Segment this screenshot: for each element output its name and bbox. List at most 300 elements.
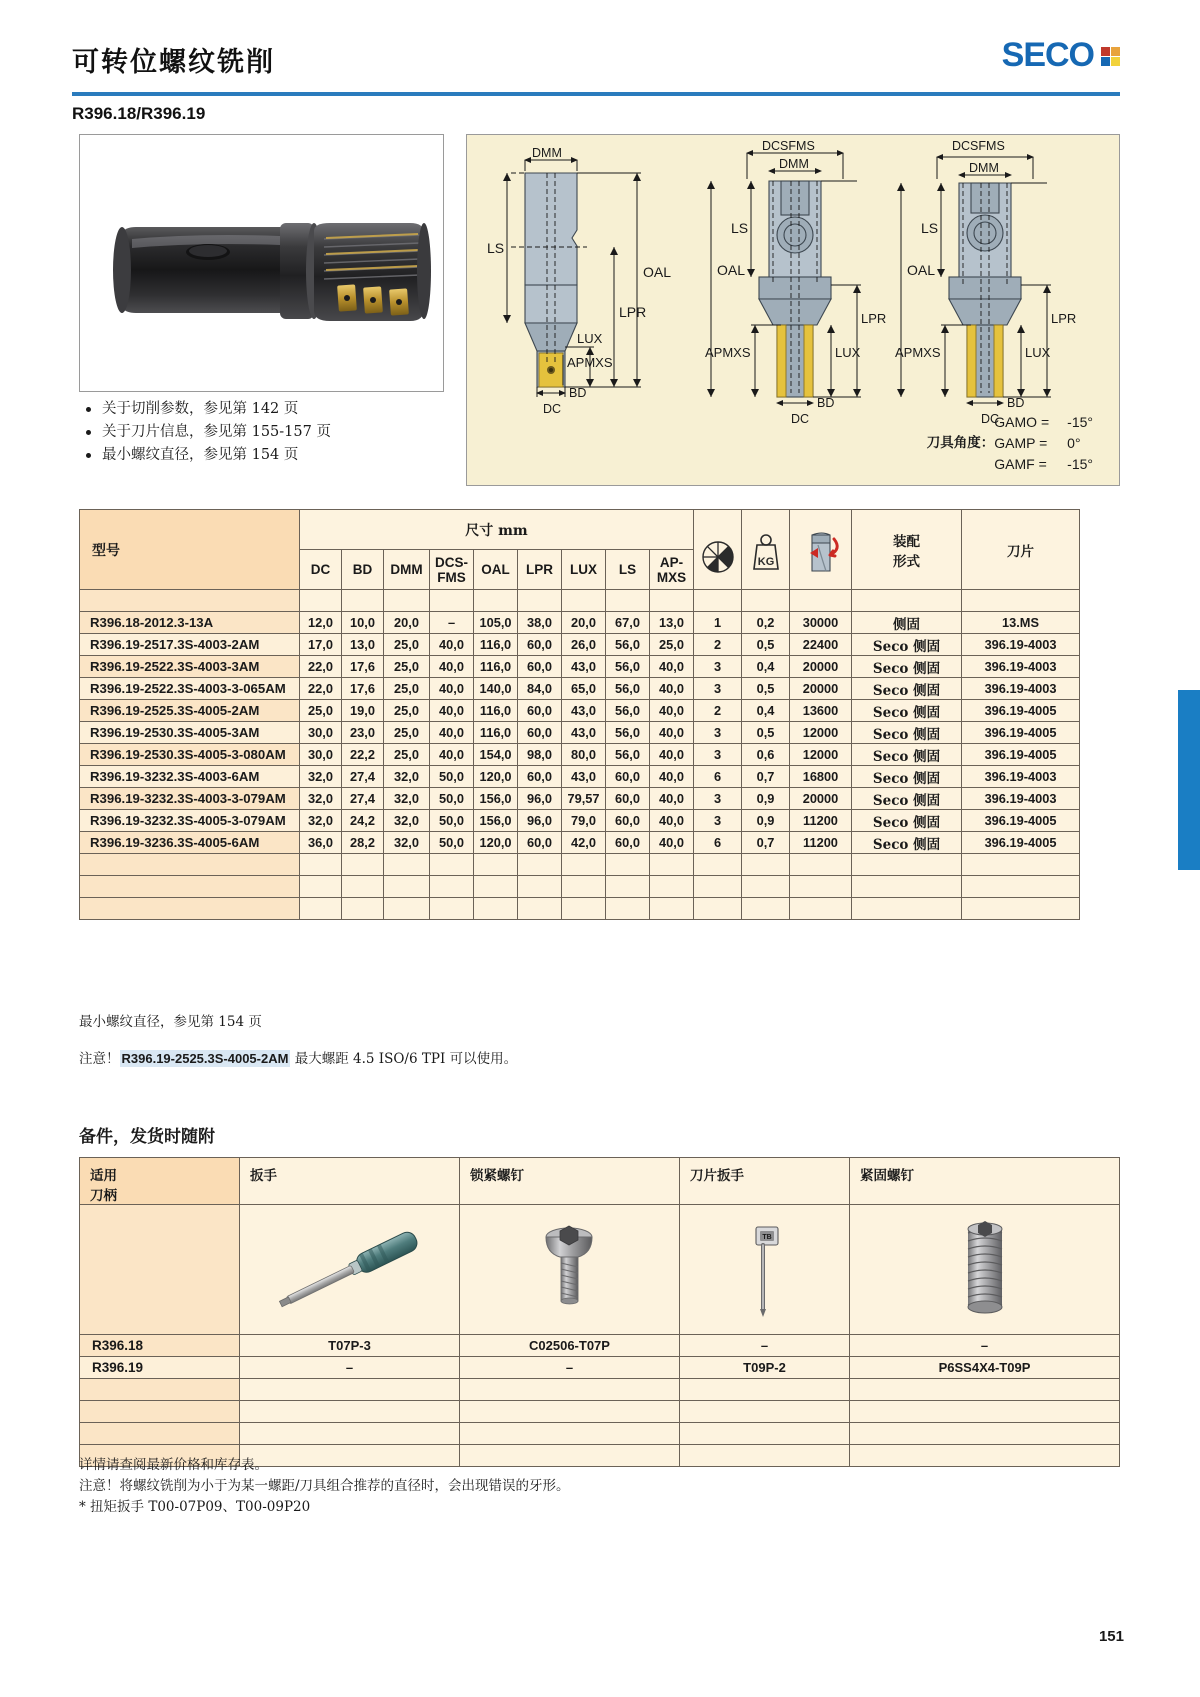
header-weight-kg-icon (742, 510, 790, 590)
empty-cell (300, 898, 342, 920)
angle-value-gamp: 0° (1067, 435, 1081, 451)
cell-teeth: 2 (694, 634, 742, 656)
empty-cell (80, 1423, 240, 1445)
cell-dmm: 32,0 (384, 766, 430, 788)
cell-rpm: 22400 (790, 634, 852, 656)
spare-header-clamp-screw: 锁紧螺钉 (460, 1158, 680, 1205)
header-teeth-count-icon (694, 510, 742, 590)
spacer-cell (342, 590, 384, 612)
cell-apmxs: 40,0 (650, 678, 694, 700)
cell-model: R396.19-2530.3S-4005-3AM (80, 722, 300, 744)
cell-model: R396.19-2525.3S-4005-2AM (80, 700, 300, 722)
table-row[interactable] (80, 744, 1080, 766)
cell-kg: 0,5 (742, 722, 790, 744)
spacer-cell (300, 590, 342, 612)
empty-cell (852, 854, 962, 876)
cell-bd: 19,0 (342, 700, 384, 722)
svg-text:OAL: OAL (643, 264, 672, 280)
header-dc: DC (300, 550, 342, 590)
angle-value-gamo: -15° (1067, 414, 1093, 430)
cell-holder: R396.18 (80, 1335, 240, 1357)
table-row[interactable] (80, 612, 1080, 634)
svg-text:DMM: DMM (779, 157, 809, 171)
cell-rpm: 20000 (790, 656, 852, 678)
cell-ls: 56,0 (606, 656, 650, 678)
cell-model: R396.19-2522.3S-4003-3-065AM (80, 678, 300, 700)
spacer-cell (80, 590, 300, 612)
cell-model: R396.18-2012.3-13A (80, 612, 300, 634)
seco-logo-squares-icon (1101, 47, 1120, 66)
cell-insert: 396.19-4005 (962, 810, 1080, 832)
cell-assembly: Seco 侧固 (852, 634, 962, 656)
cell-bd: 22,2 (342, 744, 384, 766)
svg-text:DC: DC (543, 402, 562, 416)
cell-dc: 32,0 (300, 766, 342, 788)
cell-dcsfms: 40,0 (430, 744, 474, 766)
empty-cell (430, 854, 474, 876)
header-ls: LS (606, 550, 650, 590)
spare-table-row[interactable] (80, 1335, 1120, 1357)
empty-cell (650, 854, 694, 876)
cell-apmxs: 40,0 (650, 766, 694, 788)
cell-ls: 60,0 (606, 810, 650, 832)
cell-dmm: 25,0 (384, 700, 430, 722)
spacer-cell (384, 590, 430, 612)
empty-cell (680, 1445, 850, 1467)
svg-text:TB: TB (762, 1234, 772, 1241)
cell-teeth: 3 (694, 810, 742, 832)
empty-cell (518, 854, 562, 876)
empty-cell (962, 876, 1080, 898)
spare-empty-row (80, 1401, 1120, 1423)
cell-kg: 0,7 (742, 832, 790, 854)
clamp-screw-icon (460, 1205, 679, 1331)
empty-cell (650, 876, 694, 898)
cell-teeth: 3 (694, 722, 742, 744)
cell-dcsfms: 50,0 (430, 810, 474, 832)
svg-text:BD: BD (1007, 396, 1025, 410)
empty-cell (694, 854, 742, 876)
cell-lpr: 96,0 (518, 810, 562, 832)
cell-apmxs: 40,0 (650, 832, 694, 854)
cell-wrench: – (240, 1357, 460, 1379)
cell-dc: 36,0 (300, 832, 342, 854)
seco-logo (1002, 38, 1120, 72)
empty-cell (606, 898, 650, 920)
cell-lux: 26,0 (562, 634, 606, 656)
cell-insert: 396.19-4005 (962, 744, 1080, 766)
cell-kg: 0,6 (742, 744, 790, 766)
svg-text:DC: DC (791, 412, 810, 426)
cell-insert: 396.19-4003 (962, 656, 1080, 678)
empty-cell (80, 1401, 240, 1423)
empty-cell (518, 876, 562, 898)
cell-oal: 116,0 (474, 656, 518, 678)
cell-clamp-screw: C02506-T07P (460, 1335, 680, 1357)
spare-header-wrench: 扳手 (240, 1158, 460, 1205)
spacer-cell (742, 590, 790, 612)
cell-bd: 24,2 (342, 810, 384, 832)
cell-bd: 27,4 (342, 788, 384, 810)
svg-text:BD: BD (569, 386, 587, 400)
cell-dcsfms: 50,0 (430, 788, 474, 810)
cell-kg: 0,2 (742, 612, 790, 634)
cell-dcsfms: 40,0 (430, 656, 474, 678)
cell-assembly: Seco 侧固 (852, 678, 962, 700)
cell-ls: 56,0 (606, 678, 650, 700)
cell-dcsfms: 50,0 (430, 766, 474, 788)
cell-teeth: 1 (694, 612, 742, 634)
reference-bullet-list (86, 398, 466, 467)
cell-dmm: 20,0 (384, 612, 430, 634)
spare-header-insert-wrench: 刀片扳手 (680, 1158, 850, 1205)
spare-empty-row (80, 1379, 1120, 1401)
footnote-1: 详情请查阅最新价格和库存表。 (79, 1457, 268, 1473)
cell-bd: 28,2 (342, 832, 384, 854)
empty-cell (694, 876, 742, 898)
cell-dc: 17,0 (300, 634, 342, 656)
cell-insert: 396.19-4003 (962, 766, 1080, 788)
cell-lux: 43,0 (562, 766, 606, 788)
cell-ls: 60,0 (606, 766, 650, 788)
cell-lux: 20,0 (562, 612, 606, 634)
empty-cell (80, 1379, 240, 1401)
table-row[interactable] (80, 656, 1080, 678)
svg-text:LS: LS (921, 220, 939, 236)
cell-apmxs: 13,0 (650, 612, 694, 634)
cell-lpr: 60,0 (518, 722, 562, 744)
header-rule (72, 92, 1120, 96)
cell-oal: 120,0 (474, 766, 518, 788)
cell-teeth: 2 (694, 700, 742, 722)
footnotes (79, 1455, 570, 1518)
empty-cell (300, 876, 342, 898)
cell-dmm: 25,0 (384, 678, 430, 700)
cell-teeth: 6 (694, 766, 742, 788)
cell-dmm: 32,0 (384, 810, 430, 832)
cell-lux: 79,57 (562, 788, 606, 810)
attention-prefix: 注意！ (79, 1051, 120, 1067)
cell-insert: 396.19-4005 (962, 832, 1080, 854)
empty-cell (474, 854, 518, 876)
cell-ls: 60,0 (606, 832, 650, 854)
angle-key-gamf: GAMF = (994, 456, 1047, 472)
cell-kg: 0,9 (742, 810, 790, 832)
cell-kg: 0,5 (742, 678, 790, 700)
cell-apmxs: 40,0 (650, 788, 694, 810)
cell-lux: 43,0 (562, 722, 606, 744)
cell-insert: 396.19-4003 (962, 634, 1080, 656)
table-spacer-row (80, 590, 1080, 612)
spare-title-bold: 备件 (79, 1127, 113, 1147)
cell-apmxs: 40,0 (650, 722, 694, 744)
section-color-tab (1178, 690, 1200, 870)
attention-suffix: 最大螺距 4.5 ISO/6 TPI 可以使用。 (290, 1051, 518, 1067)
empty-cell (240, 1401, 460, 1423)
cell-holder: R396.19 (80, 1357, 240, 1379)
cell-lpr: 60,0 (518, 634, 562, 656)
svg-text:DMM: DMM (969, 161, 999, 175)
header-dcsfms: DCS- FMS (430, 550, 474, 590)
cell-insert: 13.MS (962, 612, 1080, 634)
table-empty-row (80, 876, 1080, 898)
cell-rpm: 16800 (790, 766, 852, 788)
table-header-row-1 (80, 510, 1080, 550)
empty-cell (852, 898, 962, 920)
cell-bd: 27,4 (342, 766, 384, 788)
svg-text:LS: LS (487, 240, 505, 256)
cell-bd: 17,6 (342, 678, 384, 700)
cell-dmm: 25,0 (384, 656, 430, 678)
cell-bd: 13,0 (342, 634, 384, 656)
empty-cell (850, 1445, 1120, 1467)
cell-rpm: 12000 (790, 722, 852, 744)
cell-apmxs: 40,0 (650, 700, 694, 722)
table-row[interactable] (80, 634, 1080, 656)
empty-cell (850, 1379, 1120, 1401)
cell-kg: 0,4 (742, 700, 790, 722)
empty-cell (430, 876, 474, 898)
angle-key-gamo: GAMO = (994, 414, 1050, 430)
cell-ls: 67,0 (606, 612, 650, 634)
cell-rpm: 20000 (790, 788, 852, 810)
table-row[interactable] (80, 678, 1080, 700)
cell-lock-screw: P6SS4X4-T09P (850, 1357, 1120, 1379)
cell-bd: 23,0 (342, 722, 384, 744)
empty-cell (562, 876, 606, 898)
spacer-cell (474, 590, 518, 612)
spare-header-holder-l1: 适用 (90, 1168, 117, 1184)
empty-cell (680, 1401, 850, 1423)
spare-empty-row (80, 1423, 1120, 1445)
technical-diagram-box (466, 134, 1120, 486)
empty-cell (606, 876, 650, 898)
cell-kg: 0,5 (742, 634, 790, 656)
header-insert: 刀片 (962, 510, 1080, 590)
cell-insert-wrench: – (680, 1335, 850, 1357)
angle-key-gamp: GAMP = (994, 435, 1048, 451)
empty-cell (650, 898, 694, 920)
list-item: 最小螺纹直径，参见第 154 页 (86, 444, 466, 467)
cell-oal: 116,0 (474, 700, 518, 722)
cell-model: R396.19-3232.3S-4005-3-079AM (80, 810, 300, 832)
cell-assembly: Seco 侧固 (852, 766, 962, 788)
cell-dmm: 32,0 (384, 832, 430, 854)
header-lux: LUX (562, 550, 606, 590)
svg-text:LUX: LUX (835, 345, 861, 360)
cell-model: R396.19-2522.3S-4003-3AM (80, 656, 300, 678)
cell-oal: 116,0 (474, 722, 518, 744)
svg-text:DMM: DMM (532, 146, 562, 160)
spare-pic-clamp-screw (460, 1205, 680, 1335)
cell-bd: 10,0 (342, 612, 384, 634)
cell-assembly: Seco 侧固 (852, 700, 962, 722)
empty-cell (562, 898, 606, 920)
table-row[interactable] (80, 788, 1080, 810)
seco-logo-text: SECO (1001, 36, 1094, 74)
specification-table (79, 509, 1080, 920)
empty-cell (850, 1423, 1120, 1445)
table-empty-row (80, 854, 1080, 876)
cell-lux: 65,0 (562, 678, 606, 700)
header-max-rpm-icon (790, 510, 852, 590)
header-dimensions-group: 尺寸 mm (300, 510, 694, 550)
cell-teeth: 3 (694, 744, 742, 766)
spare-pic-empty (80, 1205, 240, 1335)
cell-oal: 116,0 (474, 634, 518, 656)
cell-oal: 156,0 (474, 810, 518, 832)
cell-model: R396.19-3232.3S-4003-6AM (80, 766, 300, 788)
header-dmm: DMM (384, 550, 430, 590)
cell-wrench: T07P-3 (240, 1335, 460, 1357)
empty-cell (80, 876, 300, 898)
assembly-header-line2: 形式 (893, 553, 920, 570)
cell-dcsfms: 40,0 (430, 678, 474, 700)
set-screw-icon (850, 1205, 1119, 1331)
header-lpr: LPR (518, 550, 562, 590)
list-item: 关于切削参数，参见第 142 页 (86, 398, 466, 421)
cell-assembly: 侧固 (852, 612, 962, 634)
header-assembly-type (852, 510, 962, 590)
svg-text:LS: LS (731, 220, 749, 236)
cell-dcsfms: – (430, 612, 474, 634)
cell-dcsfms: 50,0 (430, 832, 474, 854)
empty-cell (384, 898, 430, 920)
spare-parts-table (79, 1157, 1120, 1467)
cell-rpm: 11200 (790, 810, 852, 832)
cell-model: R396.19-3232.3S-4003-3-079AM (80, 788, 300, 810)
min-thread-diameter-note: 最小螺纹直径，参见第 154 页 (79, 1014, 262, 1030)
svg-text:KG: KG (757, 555, 774, 568)
table-row[interactable] (80, 832, 1080, 854)
cell-lux: 79,0 (562, 810, 606, 832)
cell-ls: 56,0 (606, 722, 650, 744)
empty-cell (460, 1423, 680, 1445)
cell-insert: 396.19-4003 (962, 678, 1080, 700)
cell-ls: 56,0 (606, 744, 650, 766)
cell-kg: 0,4 (742, 656, 790, 678)
cell-teeth: 3 (694, 678, 742, 700)
cell-dc: 25,0 (300, 700, 342, 722)
spare-table-row[interactable] (80, 1357, 1120, 1379)
cell-oal: 120,0 (474, 832, 518, 854)
product-photo-box (79, 134, 444, 392)
empty-cell (430, 898, 474, 920)
empty-cell (342, 898, 384, 920)
spare-parts-title (79, 1122, 215, 1147)
header-apmxs: AP- MXS (650, 550, 694, 590)
svg-text:APMXS: APMXS (705, 345, 751, 360)
empty-cell (742, 898, 790, 920)
empty-cell (460, 1379, 680, 1401)
tool-angles-label: 刀具角度： (926, 435, 995, 451)
cell-ls: 60,0 (606, 788, 650, 810)
cell-insert: 396.19-4005 (962, 700, 1080, 722)
table-row[interactable] (80, 722, 1080, 744)
tool-angles-block (927, 412, 1093, 475)
cell-dc: 30,0 (300, 722, 342, 744)
spare-header-lock-screw: 紧固螺钉 (850, 1158, 1120, 1205)
cell-dc: 12,0 (300, 612, 342, 634)
cell-lpr: 38,0 (518, 612, 562, 634)
svg-text:APMXS: APMXS (567, 355, 613, 370)
cell-clamp-screw: – (460, 1357, 680, 1379)
svg-text:APMXS: APMXS (895, 345, 941, 360)
cell-dmm: 32,0 (384, 788, 430, 810)
cell-rpm: 11200 (790, 832, 852, 854)
spare-pic-insert-wrench (680, 1205, 850, 1335)
spare-pic-lock-screw (850, 1205, 1120, 1335)
cell-kg: 0,9 (742, 788, 790, 810)
cell-assembly: Seco 侧固 (852, 810, 962, 832)
empty-cell (680, 1423, 850, 1445)
spare-pic-wrench (240, 1205, 460, 1335)
empty-cell (342, 854, 384, 876)
cell-apmxs: 25,0 (650, 634, 694, 656)
cell-dmm: 25,0 (384, 722, 430, 744)
svg-text:DC: DC (981, 412, 1000, 426)
header-model: 型号 (80, 510, 300, 590)
cell-teeth: 3 (694, 788, 742, 810)
cell-lux: 43,0 (562, 700, 606, 722)
empty-cell (474, 898, 518, 920)
cell-model: R396.19-3236.3S-4005-6AM (80, 832, 300, 854)
cell-dc: 22,0 (300, 678, 342, 700)
cell-kg: 0,7 (742, 766, 790, 788)
cell-teeth: 3 (694, 656, 742, 678)
table-row[interactable] (80, 700, 1080, 722)
cell-apmxs: 40,0 (650, 744, 694, 766)
empty-cell (790, 876, 852, 898)
empty-cell (240, 1423, 460, 1445)
cell-assembly: Seco 侧固 (852, 656, 962, 678)
empty-cell (342, 876, 384, 898)
svg-text:LUX: LUX (577, 331, 603, 346)
header-bd: BD (342, 550, 384, 590)
cell-insert: 396.19-4005 (962, 722, 1080, 744)
table-empty-row (80, 898, 1080, 920)
cell-assembly: Seco 侧固 (852, 832, 962, 854)
cell-dc: 22,0 (300, 656, 342, 678)
empty-cell (384, 876, 430, 898)
svg-text:BD: BD (817, 396, 835, 410)
cell-lpr: 60,0 (518, 832, 562, 854)
table-row[interactable] (80, 810, 1080, 832)
spacer-cell (852, 590, 962, 612)
empty-cell (962, 854, 1080, 876)
cell-model: R396.19-2530.3S-4005-3-080AM (80, 744, 300, 766)
empty-cell (790, 898, 852, 920)
cell-dcsfms: 40,0 (430, 722, 474, 744)
cell-model: R396.19-2517.3S-4003-2AM (80, 634, 300, 656)
cell-lpr: 60,0 (518, 656, 562, 678)
product-family-subtitle: R396.18/R396.19 (72, 104, 206, 123)
cell-oal: 105,0 (474, 612, 518, 634)
cell-insert: 396.19-4003 (962, 788, 1080, 810)
screwdriver-icon (240, 1205, 459, 1331)
table-row[interactable] (80, 766, 1080, 788)
cell-lpr: 60,0 (518, 700, 562, 722)
empty-cell (742, 876, 790, 898)
svg-text:OAL: OAL (907, 262, 936, 278)
empty-cell (460, 1401, 680, 1423)
cell-dcsfms: 40,0 (430, 700, 474, 722)
cell-ls: 56,0 (606, 634, 650, 656)
svg-text:DCSFMS: DCSFMS (762, 139, 815, 153)
attention-note (79, 1047, 517, 1067)
cell-lpr: 98,0 (518, 744, 562, 766)
cell-insert-wrench: T09P-2 (680, 1357, 850, 1379)
